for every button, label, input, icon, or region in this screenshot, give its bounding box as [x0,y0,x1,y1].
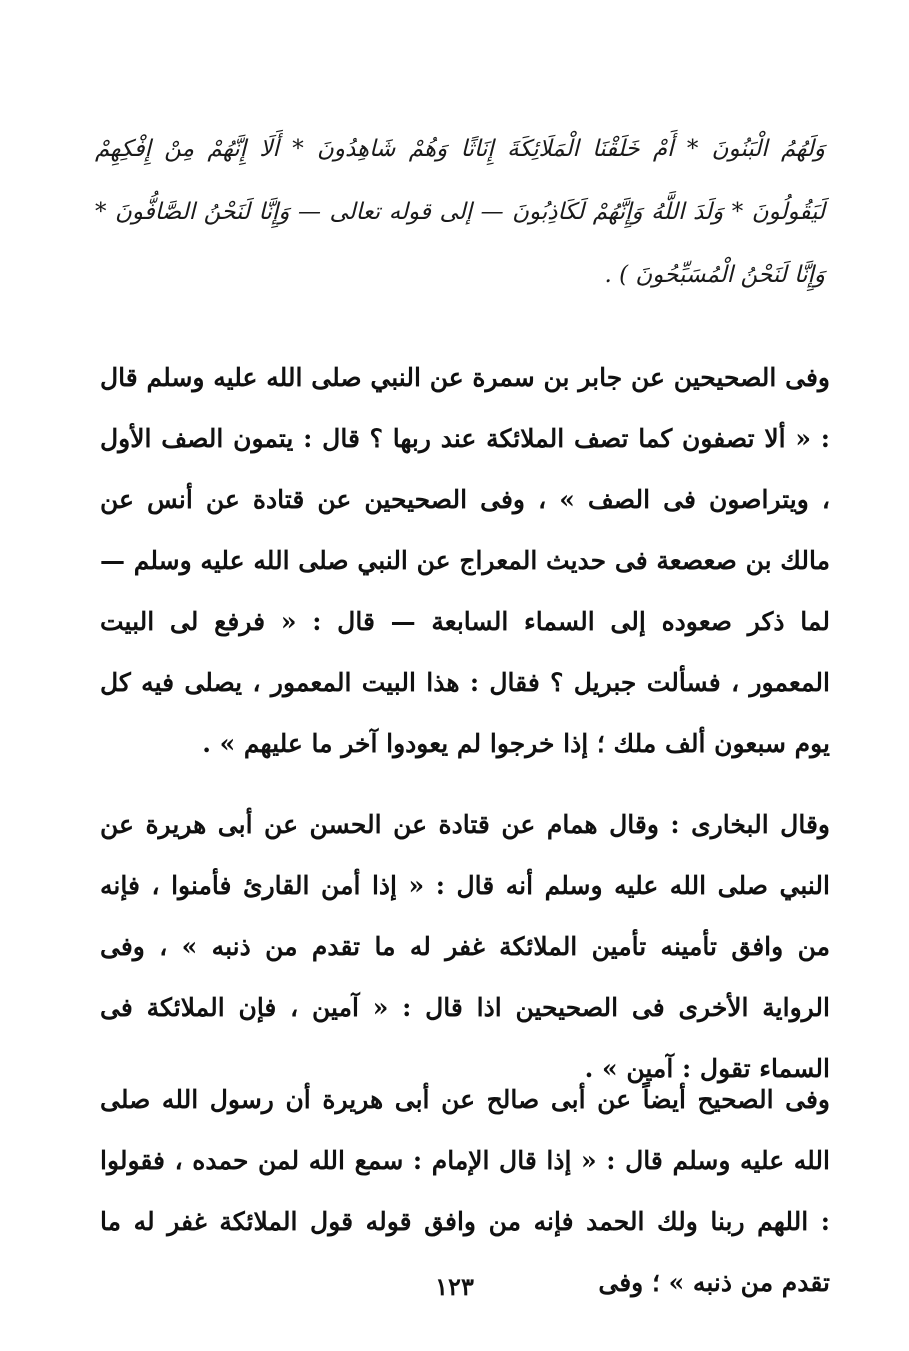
paragraph-text: وقال البخارى : وقال همام عن قتادة عن الحسن عن أبى هريرة عن النبي صلى الله عليه وسلم أنه قال : « إذا أمن القارئ فأمنوا ، فإنه من وافق تأمينه تأمين الملائكة غفر له ما تقدم من ذنبه » ، وفى الرواية الأخرى فى الصحيحين اذا قال : « آمين ، فإن الملائكة فى السماء تقول : آمين » . [100,810,830,1083]
paragraph-text: وفى الصحيحين عن جابر بن سمرة عن النبي صلى الله عليه وسلم قال : « ألا تصفون كما تصف الملائكة عند ربها ؟ قال : يتمون الصف الأول ، ويتراصون فى الصف » ، وفى الصحيحين عن قتادة عن أنس عن مالك بن صعصعة فى حديث المعراج عن النبي صلى الله عليه وسلم — لما ذكر صعوده إلى السماء السابعة — قال : « فرفع لى البيت المعمور ، فسألت جبريل ؟ فقال : هذا البيت المعمور ، يصلى فيه كل يوم سبعون ألف ملك ؛ إذا خرجوا لم يعودوا آخر ما عليهم » . [100,363,830,758]
paragraph-text: وفى الصحيح أيضاً عن أبى صالح عن أبى هريرة أن رسول الله صلى الله عليه وسلم قال : « إذا قال الإمام : سمع الله لمن حمده ، فقولوا : اللهم ربنا ولك الحمد فإنه من وافق قوله قول الملائكة غفر له ما تقدم من ذنبه » ؛ وفى [100,1085,830,1297]
page-number: ١٢٣ [435,1272,474,1301]
paragraph-2 [100,794,830,1099]
quran-verse-block: وَلَهُمُ الْبَنُونَ * أَمْ خَلَقْنَا الْمَلَائِكَةَ إِنَاثًا وَهُمْ شَاهِدُونَ * أَلَا إِنَّهُمْ مِنْ إِفْكِهِمْ لَيَقُولُونَ * وَلَدَ اللَّهُ وَإِنَّهُمْ لَكَاذِبُونَ — إلى قوله تعالى — وَإِنَّا لَنَحْنُ الصَّافُّونَ * وَإِنَّا لَنَحْنُ الْمُسَبِّحُونَ ) . [95,136,825,288]
paragraph-1 [100,347,830,774]
